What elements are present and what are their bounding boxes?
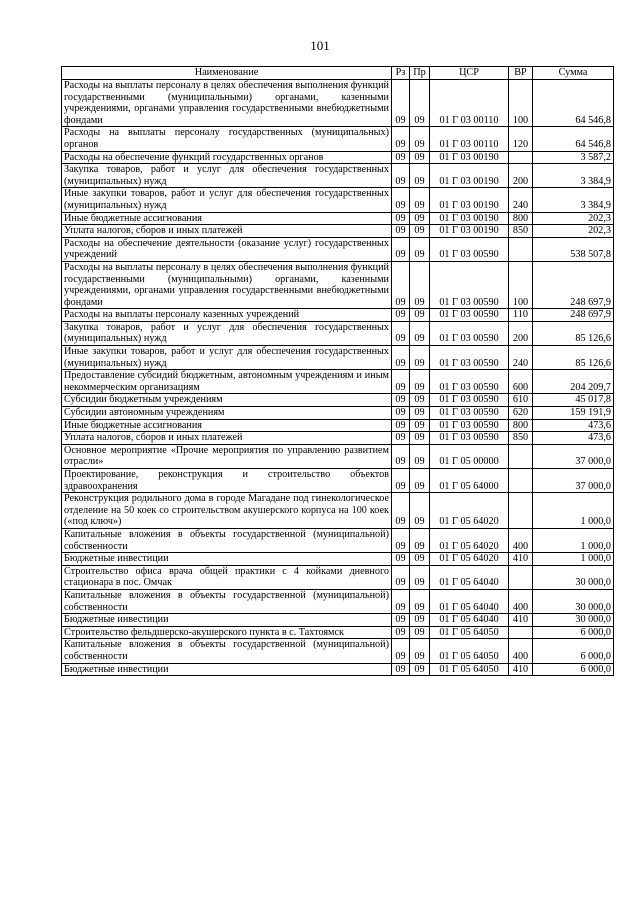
- row-sum: 45 017,8: [533, 394, 614, 407]
- row-vr: 850: [509, 432, 533, 445]
- row-sum: 473,6: [533, 419, 614, 432]
- row-name: Субсидии бюджетным учреждениям: [62, 394, 392, 407]
- row-vr: 240: [509, 188, 533, 212]
- table-row: [62, 370, 614, 394]
- row-rz: 09: [392, 663, 410, 676]
- row-pr: 09: [410, 565, 430, 589]
- row-csr: 01 Г 03 00590: [430, 321, 509, 345]
- table-header-row: [62, 67, 614, 80]
- row-csr: 01 Г 03 00590: [430, 370, 509, 394]
- row-vr: 400: [509, 639, 533, 663]
- table-row: [62, 164, 614, 188]
- row-pr: 09: [410, 164, 430, 188]
- row-vr: 100: [509, 80, 533, 127]
- row-csr: 01 Г 03 00190: [430, 225, 509, 238]
- row-rz: 09: [392, 151, 410, 164]
- row-csr: 01 Г 03 00590: [430, 237, 509, 261]
- row-pr: 09: [410, 261, 430, 308]
- row-sum: 30 000,0: [533, 565, 614, 589]
- table-row: [62, 614, 614, 627]
- row-pr: 09: [410, 407, 430, 420]
- row-name: Закупка товаров, работ и услуг для обеспечения государственных (муниципальных) нужд: [62, 321, 392, 345]
- row-sum: 159 191,9: [533, 407, 614, 420]
- row-sum: 64 546,8: [533, 80, 614, 127]
- row-name: Иные закупки товаров, работ и услуг для обеспечения государственных (муниципальных) нужд: [62, 188, 392, 212]
- table-row: [62, 639, 614, 663]
- row-csr: 01 Г 05 64040: [430, 589, 509, 613]
- row-name: Иные закупки товаров, работ и услуг для обеспечения государственных (муниципальных) нужд: [62, 346, 392, 370]
- row-vr: 110: [509, 309, 533, 322]
- row-name: Бюджетные инвестиции: [62, 614, 392, 627]
- row-csr: 01 Г 05 00000: [430, 444, 509, 468]
- header-pr: Пр: [410, 67, 430, 80]
- row-vr: [509, 626, 533, 639]
- row-rz: 09: [392, 80, 410, 127]
- row-csr: 01 Г 03 00590: [430, 261, 509, 308]
- row-csr: 01 Г 05 64040: [430, 565, 509, 589]
- row-rz: 09: [392, 346, 410, 370]
- table-row: [62, 589, 614, 613]
- row-pr: 09: [410, 419, 430, 432]
- table-row: [62, 237, 614, 261]
- row-pr: 09: [410, 80, 430, 127]
- header-rz: Рз: [392, 67, 410, 80]
- row-sum: 37 000,0: [533, 469, 614, 493]
- row-rz: 09: [392, 639, 410, 663]
- row-csr: 01 Г 03 00110: [430, 80, 509, 127]
- row-pr: 09: [410, 346, 430, 370]
- table-row: [62, 419, 614, 432]
- row-name: Основное мероприятие «Прочие мероприятия по управлению развитием отрасли»: [62, 444, 392, 468]
- row-vr: 800: [509, 212, 533, 225]
- row-name: Субсидии автономным учреждениям: [62, 407, 392, 420]
- row-csr: 01 Г 03 00110: [430, 127, 509, 151]
- row-pr: 09: [410, 237, 430, 261]
- row-csr: 01 Г 05 64050: [430, 663, 509, 676]
- row-vr: 400: [509, 589, 533, 613]
- row-pr: 09: [410, 394, 430, 407]
- row-pr: 09: [410, 626, 430, 639]
- row-rz: 09: [392, 432, 410, 445]
- table-row: [62, 493, 614, 529]
- table-row: [62, 626, 614, 639]
- row-csr: 01 Г 05 64000: [430, 469, 509, 493]
- table-row: [62, 80, 614, 127]
- row-sum: 248 697,9: [533, 309, 614, 322]
- row-vr: 410: [509, 553, 533, 566]
- row-name: Предоставление субсидий бюджетным, автономным учреждениям и иным некоммерческим организациям: [62, 370, 392, 394]
- row-csr: 01 Г 05 64050: [430, 626, 509, 639]
- row-pr: 09: [410, 432, 430, 445]
- row-pr: 09: [410, 127, 430, 151]
- row-csr: 01 Г 03 00590: [430, 407, 509, 420]
- row-sum: 85 126,6: [533, 321, 614, 345]
- row-csr: 01 Г 03 00590: [430, 309, 509, 322]
- row-name: Расходы на выплаты персоналу государственных (муниципальных) органов: [62, 127, 392, 151]
- table-row: [62, 212, 614, 225]
- row-name: Иные бюджетные ассигнования: [62, 212, 392, 225]
- row-rz: 09: [392, 188, 410, 212]
- table-row: [62, 444, 614, 468]
- table-body: [62, 80, 614, 676]
- row-csr: 01 Г 03 00190: [430, 151, 509, 164]
- row-csr: 01 Г 05 64040: [430, 614, 509, 627]
- row-name: Расходы на выплаты персоналу казенных учреждений: [62, 309, 392, 322]
- row-vr: [509, 565, 533, 589]
- row-csr: 01 Г 03 00590: [430, 419, 509, 432]
- row-name: Капитальные вложения в объекты государственной (муниципальной) собственности: [62, 528, 392, 552]
- budget-table: [61, 66, 614, 676]
- header-name: Наименование: [62, 67, 392, 80]
- row-name: Расходы на обеспечение деятельности (оказание услуг) государственных учреждений: [62, 237, 392, 261]
- row-csr: 01 Г 03 00190: [430, 164, 509, 188]
- row-vr: 120: [509, 127, 533, 151]
- row-vr: 200: [509, 164, 533, 188]
- row-pr: 09: [410, 469, 430, 493]
- row-name: Капитальные вложения в объекты государственной (муниципальной) собственности: [62, 589, 392, 613]
- row-sum: 6 000,0: [533, 663, 614, 676]
- row-name: Уплата налогов, сборов и иных платежей: [62, 432, 392, 445]
- row-name: Закупка товаров, работ и услуг для обеспечения государственных (муниципальных) нужд: [62, 164, 392, 188]
- row-sum: 37 000,0: [533, 444, 614, 468]
- row-pr: 09: [410, 309, 430, 322]
- row-pr: 09: [410, 614, 430, 627]
- row-vr: 240: [509, 346, 533, 370]
- row-rz: 09: [392, 565, 410, 589]
- row-name: Уплата налогов, сборов и иных платежей: [62, 225, 392, 238]
- row-rz: 09: [392, 626, 410, 639]
- row-sum: 202,3: [533, 225, 614, 238]
- row-name: Строительство фельдшерско-акушерского пункта в с. Тахтоямск: [62, 626, 392, 639]
- row-pr: 09: [410, 212, 430, 225]
- row-pr: 09: [410, 321, 430, 345]
- row-pr: 09: [410, 639, 430, 663]
- row-rz: 09: [392, 212, 410, 225]
- row-sum: 64 546,8: [533, 127, 614, 151]
- row-rz: 09: [392, 261, 410, 308]
- table-row: [62, 346, 614, 370]
- table-row: [62, 528, 614, 552]
- row-rz: 09: [392, 309, 410, 322]
- row-pr: 09: [410, 188, 430, 212]
- row-csr: 01 Г 03 00590: [430, 432, 509, 445]
- table-row: [62, 469, 614, 493]
- row-name: Капитальные вложения в объекты государственной (муниципальной) собственности: [62, 639, 392, 663]
- row-csr: 01 Г 05 64050: [430, 639, 509, 663]
- row-sum: 202,3: [533, 212, 614, 225]
- row-csr: 01 Г 03 00590: [430, 346, 509, 370]
- row-sum: 30 000,0: [533, 589, 614, 613]
- row-csr: 01 Г 05 64020: [430, 528, 509, 552]
- table-row: [62, 127, 614, 151]
- row-vr: 610: [509, 394, 533, 407]
- table-row: [62, 663, 614, 676]
- row-sum: 6 000,0: [533, 626, 614, 639]
- row-rz: 09: [392, 237, 410, 261]
- table-row: [62, 225, 614, 238]
- row-sum: 248 697,9: [533, 261, 614, 308]
- row-name: Иные бюджетные ассигнования: [62, 419, 392, 432]
- row-vr: [509, 444, 533, 468]
- row-rz: 09: [392, 370, 410, 394]
- row-pr: 09: [410, 493, 430, 529]
- header-csr: ЦСР: [430, 67, 509, 80]
- row-name: Реконструкция родильного дома в городе Магадане под гинекологическое отделение на 50 коек со строительством акушерского корпуса на 100 коек («под ключ»): [62, 493, 392, 529]
- row-pr: 09: [410, 370, 430, 394]
- table-row: [62, 553, 614, 566]
- row-rz: 09: [392, 394, 410, 407]
- row-sum: 538 507,8: [533, 237, 614, 261]
- row-sum: 6 000,0: [533, 639, 614, 663]
- row-sum: 473,6: [533, 432, 614, 445]
- row-pr: 09: [410, 444, 430, 468]
- row-rz: 09: [392, 493, 410, 529]
- row-vr: 400: [509, 528, 533, 552]
- row-vr: [509, 151, 533, 164]
- table-row: [62, 432, 614, 445]
- row-rz: 09: [392, 164, 410, 188]
- row-pr: 09: [410, 225, 430, 238]
- row-pr: 09: [410, 663, 430, 676]
- row-vr: 200: [509, 321, 533, 345]
- table-row: [62, 188, 614, 212]
- row-sum: 85 126,6: [533, 346, 614, 370]
- table-row: [62, 565, 614, 589]
- row-vr: 800: [509, 419, 533, 432]
- row-name: Проектирование, реконструкция и строительство объектов здравоохранения: [62, 469, 392, 493]
- header-vr: ВР: [509, 67, 533, 80]
- row-csr: 01 Г 05 64020: [430, 553, 509, 566]
- table-row: [62, 261, 614, 308]
- row-name: Расходы на выплаты персоналу в целях обеспечения выполнения функций государственными (муниципальными) органами, казенными учреждениями, органами управления государственными внебюджетными фондами: [62, 80, 392, 127]
- row-csr: 01 Г 03 00190: [430, 212, 509, 225]
- row-vr: 620: [509, 407, 533, 420]
- row-rz: 09: [392, 407, 410, 420]
- table-row: [62, 321, 614, 345]
- row-vr: [509, 237, 533, 261]
- row-name: Расходы на обеспечение функций государственных органов: [62, 151, 392, 164]
- row-csr: 01 Г 05 64020: [430, 493, 509, 529]
- row-name: Строительство офиса врача общей практики с 4 койками дневного стационара в пос. Омчак: [62, 565, 392, 589]
- row-vr: 850: [509, 225, 533, 238]
- row-rz: 09: [392, 553, 410, 566]
- row-sum: 3 587,2: [533, 151, 614, 164]
- row-sum: 1 000,0: [533, 528, 614, 552]
- table-row: [62, 309, 614, 322]
- row-sum: 3 384,9: [533, 164, 614, 188]
- row-rz: 09: [392, 614, 410, 627]
- row-vr: 600: [509, 370, 533, 394]
- table-row: [62, 394, 614, 407]
- row-vr: 100: [509, 261, 533, 308]
- row-pr: 09: [410, 553, 430, 566]
- row-rz: 09: [392, 444, 410, 468]
- row-name: Бюджетные инвестиции: [62, 663, 392, 676]
- row-sum: 30 000,0: [533, 614, 614, 627]
- row-vr: [509, 493, 533, 529]
- row-sum: 1 000,0: [533, 493, 614, 529]
- row-rz: 09: [392, 589, 410, 613]
- table-row: [62, 151, 614, 164]
- row-rz: 09: [392, 225, 410, 238]
- row-csr: 01 Г 03 00590: [430, 394, 509, 407]
- row-sum: 204 209,7: [533, 370, 614, 394]
- row-sum: 1 000,0: [533, 553, 614, 566]
- header-sum: Сумма: [533, 67, 614, 80]
- row-pr: 09: [410, 589, 430, 613]
- row-pr: 09: [410, 151, 430, 164]
- row-rz: 09: [392, 419, 410, 432]
- row-name: Бюджетные инвестиции: [62, 553, 392, 566]
- row-vr: 410: [509, 614, 533, 627]
- row-sum: 3 384,9: [533, 188, 614, 212]
- table-row: [62, 407, 614, 420]
- row-vr: 410: [509, 663, 533, 676]
- row-rz: 09: [392, 469, 410, 493]
- row-rz: 09: [392, 321, 410, 345]
- page-number: 101: [310, 38, 330, 53]
- row-rz: 09: [392, 528, 410, 552]
- row-pr: 09: [410, 528, 430, 552]
- row-name: Расходы на выплаты персоналу в целях обеспечения выполнения функций государственными (муниципальными) органами, казенными учреждениями, органами управления государственными внебюджетными фондами: [62, 261, 392, 308]
- row-csr: 01 Г 03 00190: [430, 188, 509, 212]
- row-rz: 09: [392, 127, 410, 151]
- row-vr: [509, 469, 533, 493]
